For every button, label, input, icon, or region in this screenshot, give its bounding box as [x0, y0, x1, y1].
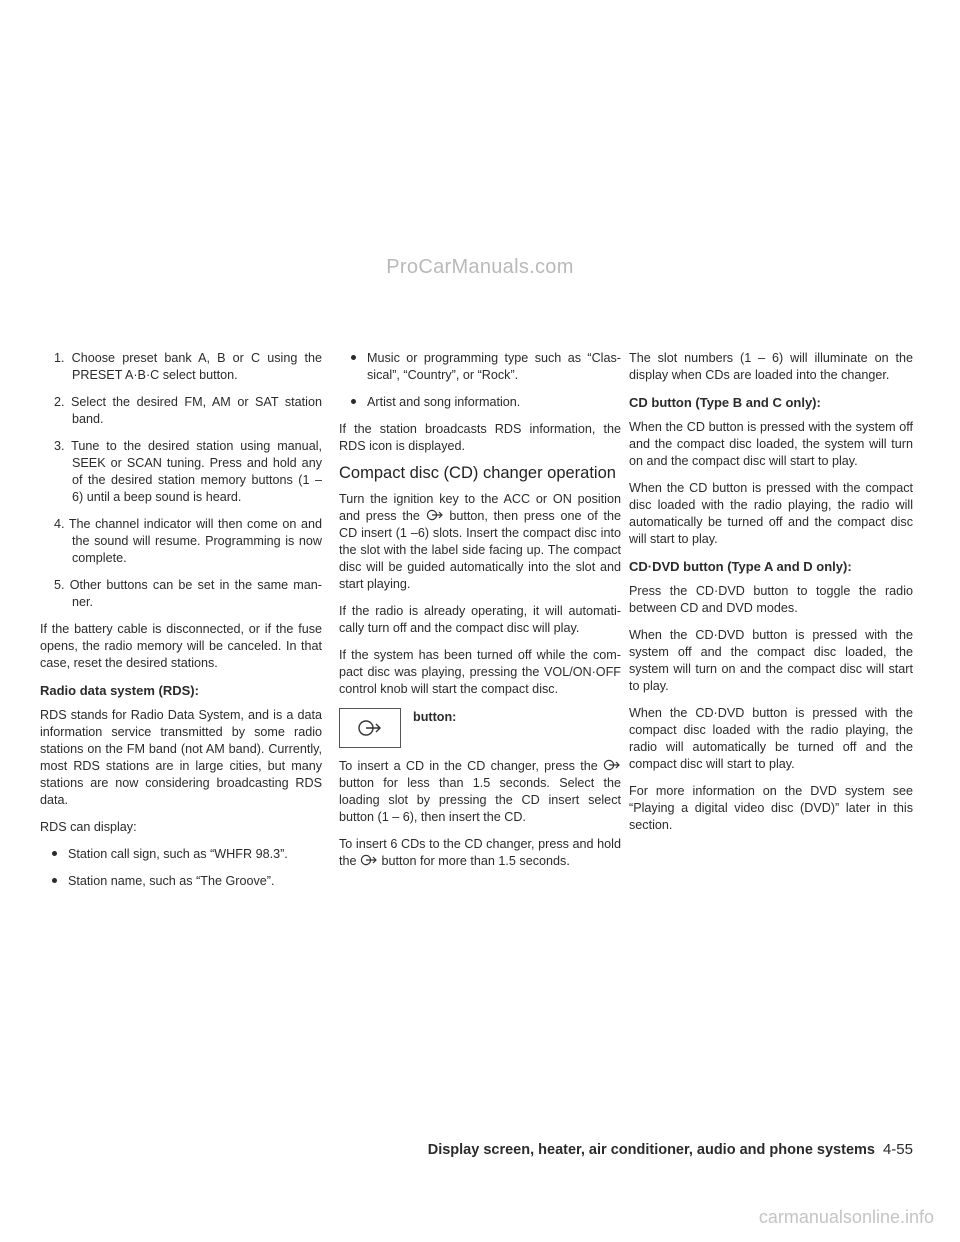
cd-button-paragraph-2: When the CD button is pressed with the compact disc loaded with the radio playing, the radio will automatically be turned off and the compact disc will start to play. [629, 481, 913, 546]
list-item: Station name, such as “The Groove”. [40, 873, 322, 890]
battery-paragraph: If the battery cable is disconnected, or if the fuse opens, the radio memory will be canceled. In that case, reset the desired stations. [40, 622, 322, 670]
rds-paragraph: RDS stands for Radio Data System, and is a data information service transmitted by some radio stations on the FM band (not AM band). Currently, most RDS stations are in large cities, but many stations are now considering broadcasting RDS data. [40, 708, 322, 807]
cd-dvd-paragraph-3: When the CD·DVD button is pressed with the compact disc loaded with the radio playing, the radio will automatically be turned off and the compact disc will start to play. [629, 706, 913, 771]
cd-button-heading: CD button (Type B and C only): [629, 395, 821, 410]
load-button-label: button: [413, 710, 457, 724]
load-button-row [339, 708, 621, 748]
cd-dvd-paragraph-2: When the CD·DVD button is pressed with the system off and the compact disc loaded, the system will turn on and the compact disc will start to play. [629, 628, 913, 693]
load-arrow-icon [603, 759, 621, 771]
column-3 [629, 350, 913, 844]
cd-dvd-paragraph-1: Press the CD·DVD button to toggle the radio between CD and DVD modes. [629, 584, 913, 615]
cd-changer-heading: Compact disc (CD) changer operation [339, 464, 616, 482]
list-item: Station call sign, such as “WHFR 98.3”. [40, 846, 322, 863]
cd-dvd-button-heading: CD·DVD button (Type A and D only): [629, 559, 852, 574]
footer-section-title: Display screen, heater, air conditioner, audio and phone systems [427, 1142, 875, 1158]
slot-paragraph: The slot numbers (1 – 6) will illuminate on the display when CDs are loaded into the changer. [629, 351, 913, 382]
watermark-bottom: carmanualsonline.info [758, 1207, 934, 1227]
load-arrow-icon [360, 854, 378, 866]
column-2 [339, 350, 621, 880]
load-button-figure [339, 708, 401, 748]
step-item: 3. Tune to the desired station using manual, SEEK or SCAN tuning. Press and hold any of the desired station memory buttons (1 – 6) until a beep sound is heard. [54, 439, 322, 504]
list-item: Artist and song information. [339, 394, 621, 411]
bullet-icon [52, 878, 57, 883]
rds-can-display: RDS can display: [40, 820, 137, 834]
insert-6-cds-paragraph: To insert 6 CDs to the CD changer, press and hold the button for more than 1.5 seconds. [339, 837, 621, 868]
step-item: 4. The channel indicator will then come on and the sound will resume. Programming is now complete. [54, 517, 322, 565]
load-arrow-icon [426, 509, 444, 521]
rds-display-list-cont [339, 350, 621, 411]
bullet-icon [52, 851, 57, 856]
insert-cd-paragraph: To insert a CD in the CD changer, press the button for less than 1.5 seconds. Select the loading slot by pressing the CD insert select button (1 – 6), then insert the CD. [339, 759, 621, 824]
bullet-icon [351, 399, 356, 404]
cd-paragraph-2: If the radio is already operating, it will automatically turn off and the compact disc will play. [339, 604, 621, 635]
rds-icon-paragraph: If the station broadcasts RDS information, the RDS icon is displayed. [339, 422, 621, 453]
cd-button-paragraph-1: When the CD button is pressed with the system off and the compact disc loaded, the system will turn on and the compact disc will start to play. [629, 420, 913, 468]
load-arrow-icon [356, 717, 384, 739]
dvd-info-paragraph: For more information on the DVD system see “Playing a digital video disc (DVD)” later in this section. [629, 784, 913, 832]
rds-display-list [40, 846, 322, 890]
page-footer [428, 1141, 913, 1158]
rds-heading: Radio data system (RDS): [40, 683, 199, 698]
step-item: 1. Choose preset bank A, B or C using the PRESET A·B·C select button. [54, 351, 322, 382]
bullet-icon [351, 355, 356, 360]
page-number: 4-55 [882, 1141, 913, 1158]
column-1 [40, 350, 322, 900]
cd-paragraph-1: Turn the ignition key to the ACC or ON position and press the button, then press one of the CD insert (1 –6) slots. Insert the compact disc into the slot with the label side facing up. The compact disc will be guided automatically into the slot and start playing. [339, 492, 622, 591]
watermark-top: ProCarManuals.com [386, 256, 574, 278]
step-item: 5. Other buttons can be set in the same manner. [54, 578, 322, 609]
cd-paragraph-3: If the system has been turned off while the compact disc was playing, pressing the VOL/ON·OFF control knob will start the compact disc. [339, 648, 621, 696]
step-item: 2. Select the desired FM, AM or SAT station band. [54, 395, 322, 426]
list-item: Music or programming type such as “Classical”, “Country”, or “Rock”. [339, 350, 621, 384]
preset-steps-list [40, 350, 322, 611]
